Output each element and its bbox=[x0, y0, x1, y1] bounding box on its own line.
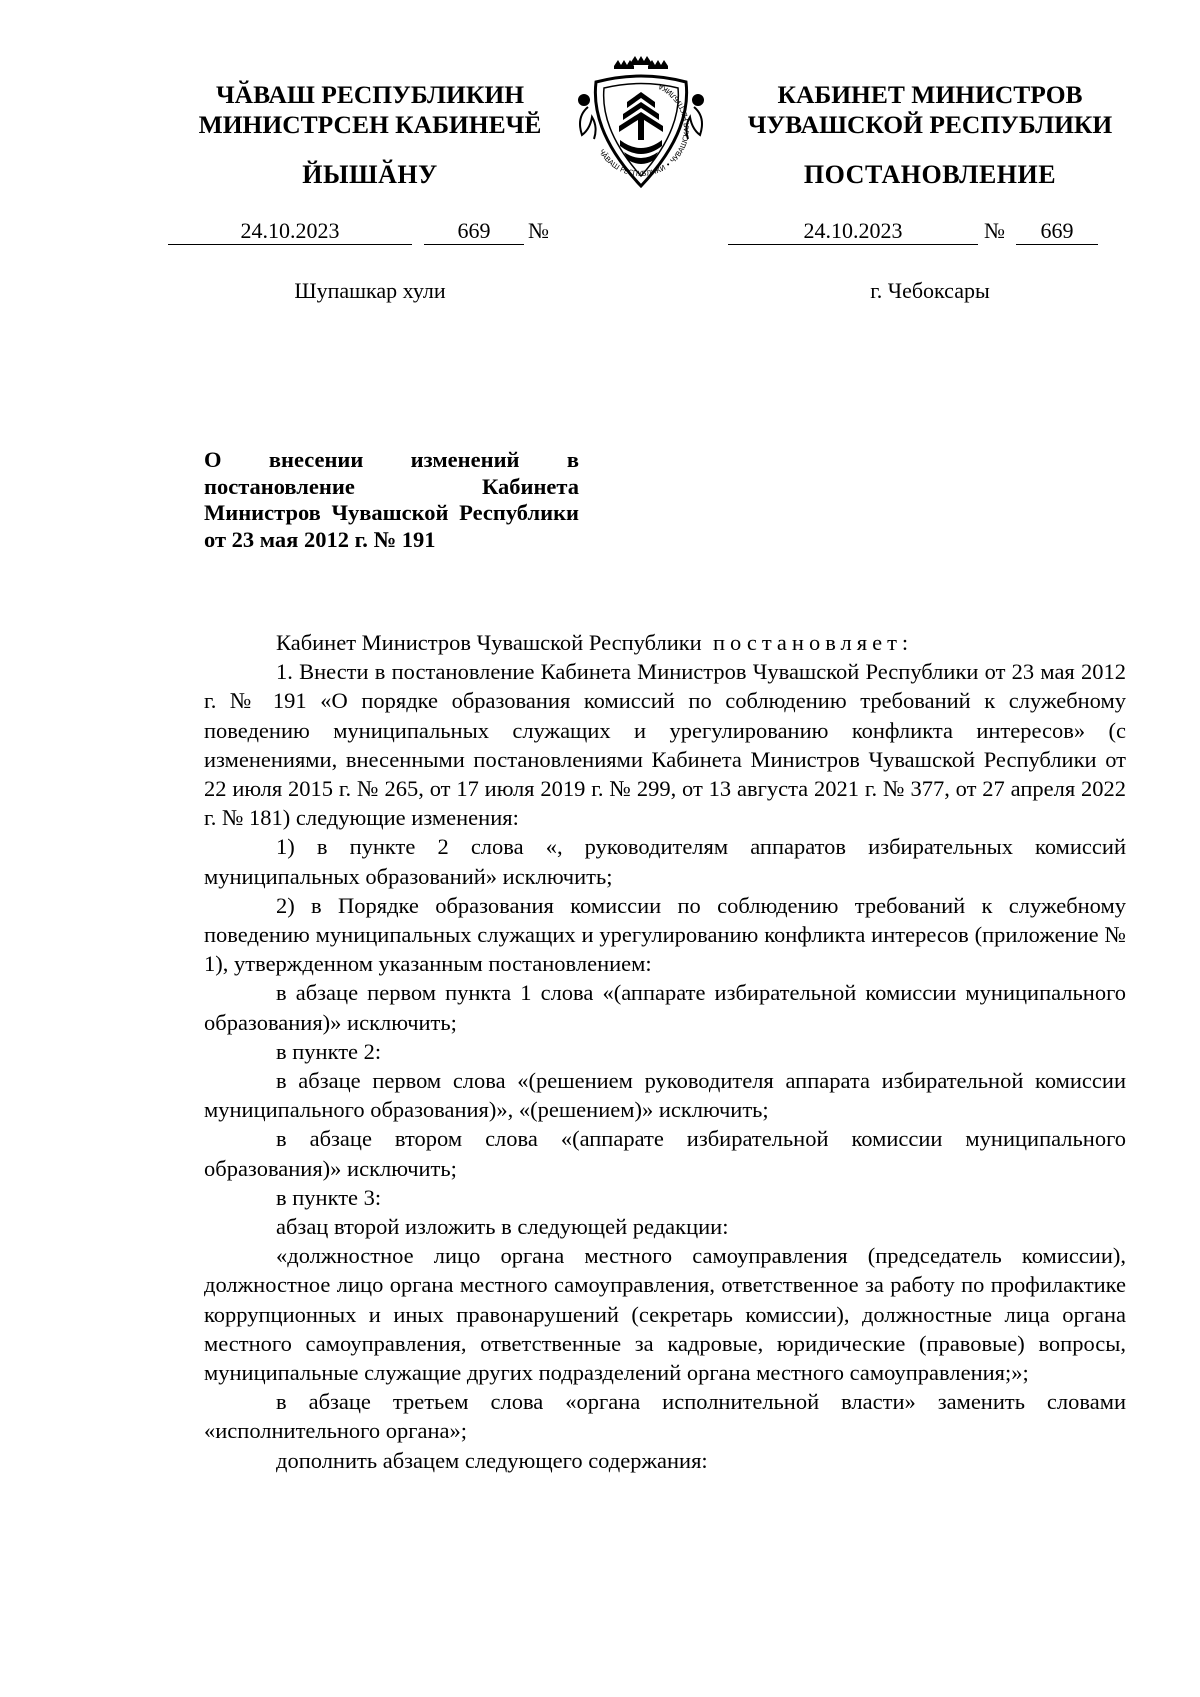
body-paragraph: «должностное лицо органа местного самоуправления (председатель комиссии), должностное лицо органа местного самоуправления, ответственное за работу по профилактике коррупционных и иных правонарушений (секретарь комиссии), должностные лица органа местного самоуправления, ответственные за кадровые, юридические (правовые) вопросы, муниципальные служащие других подразделений органа местного самоуправления;»; bbox=[204, 1243, 1126, 1386]
body-paragraph: в абзаце втором слова «(аппарате избирательной комиссии муниципального образования)» исключить; bbox=[204, 1126, 1126, 1181]
body-paragraph: 2) в Порядке образования комиссии по соблюдению требований к служебному поведению муниципальных служащих и урегулированию конфликта интересов (приложение № 1), утвержденном указанным постановлением: bbox=[204, 892, 1126, 977]
doc-number-right: 669 bbox=[1016, 218, 1098, 245]
body-paragraph: в пункте 3: bbox=[276, 1184, 382, 1210]
body-paragraph: в абзаце третьем слова «органа исполнительной власти» заменить словами «исполнительного органа»; bbox=[204, 1389, 1126, 1444]
body-paragraph: дополнить абзацем следующего содержания: bbox=[276, 1447, 708, 1473]
number-sign-right: № bbox=[984, 218, 1005, 243]
document-subject: О внесении изменений в постановление Кабинета Министров Чувашской Республики от 23 мая 2012 г. № 191 bbox=[204, 447, 579, 552]
number-sign-left: № bbox=[528, 218, 549, 243]
doc-type-chuvash: ЙЫШӐНУ bbox=[302, 160, 438, 189]
city-russian: г. Чебоксары bbox=[870, 278, 990, 303]
date-number-line-left bbox=[168, 218, 548, 246]
doc-number-left: 669 bbox=[424, 218, 524, 245]
tree-of-life-icon bbox=[619, 92, 663, 164]
org-name-russian: КАБИНЕТ МИНИСТРОВ ЧУВАШСКОЙ РЕСПУБЛИКИ bbox=[747, 80, 1113, 139]
org-name-chuvash: ЧӐВАШ РЕСПУБЛИКИН МИНИСТРСЕН КАБИНЕЧӖ bbox=[198, 80, 542, 139]
document-header bbox=[0, 0, 1200, 320]
body-paragraph: в абзаце первом слова «(решением руководителя аппарата избирательной комиссии муниципального образования)», «(решением)» исключить; bbox=[204, 1068, 1126, 1123]
body-paragraph: 1. Внести в постановление Кабинета Министров Чувашской Республики от 23 мая 2012 г. № 191 «О порядке образования комиссий по соблюдению требований к служебному поведению муниципальных служащих и урегулированию конфликта интересов» (с изменениями, внесенными постановлениями Кабинета Министров Чувашской Республики от 22 июля 2015 г. № 265, от 17 июля 2019 г. № 299, от 13 августа 2021 г. № 377, от 27 апреля 2022 г. № 181) следующие изменения: bbox=[204, 659, 1126, 831]
body-paragraph: в пункте 2: bbox=[276, 1038, 382, 1064]
intro-paragraph bbox=[204, 628, 1126, 657]
body-paragraph: абзац второй изложить в следующей редакции: bbox=[276, 1214, 729, 1240]
coat-of-arms-emblem bbox=[568, 52, 714, 192]
doc-date-left: 24.10.2023 bbox=[168, 218, 412, 245]
doc-date-right: 24.10.2023 bbox=[728, 218, 978, 245]
emblem-ring-text: ЧӐВАШ РЕСПУБЛИКИ • ЧУВАШСКАЯ РЕСПУБЛИКА bbox=[597, 81, 692, 179]
intro-prefix: Кабинет Министров Чувашской Республики bbox=[276, 630, 702, 655]
body-paragraph: 1) в пункте 2 слова «, руководителям аппаратов избирательных комиссий муниципальных образований» исключить; bbox=[204, 834, 1126, 889]
city-chuvash: Шупашкар хули bbox=[294, 278, 446, 303]
body-paragraph: в абзаце первом пункта 1 слова «(аппарате избирательной комиссии муниципального образования)» исключить; bbox=[204, 980, 1126, 1035]
document-body bbox=[204, 628, 1126, 1475]
date-number-line-right bbox=[728, 218, 1118, 246]
crown-icon bbox=[614, 56, 668, 69]
doc-type-russian: ПОСТАНОВЛЕНИЕ bbox=[803, 160, 1057, 189]
intro-decree-word: постановляет: bbox=[712, 630, 914, 655]
